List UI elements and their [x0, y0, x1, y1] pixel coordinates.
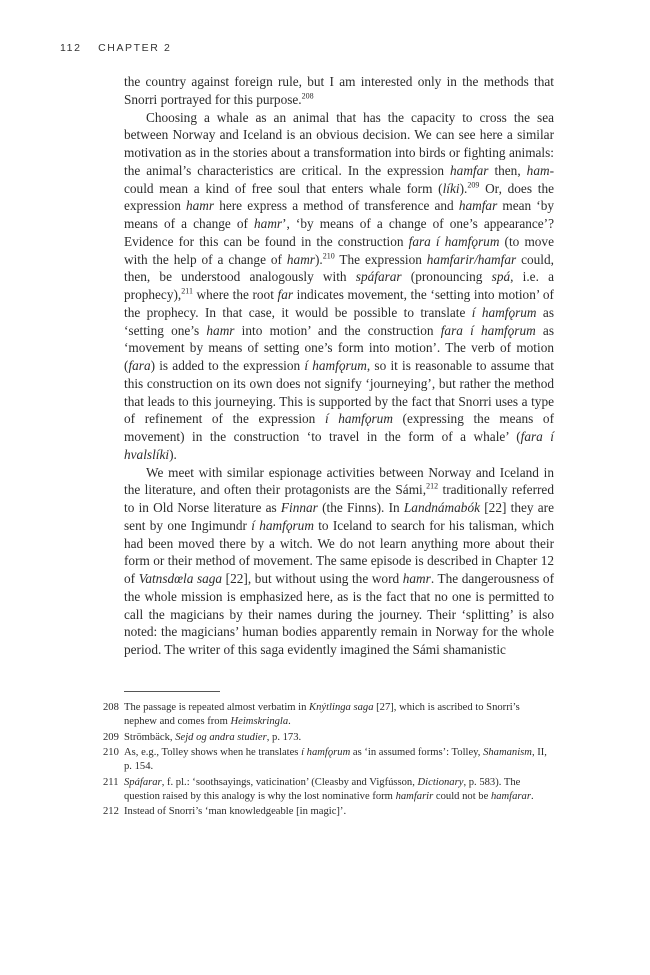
footnote-text	[124, 746, 554, 774]
text-run: Strömbäck,	[124, 731, 176, 743]
italic-term: hamr	[186, 198, 215, 214]
text-run: indicates movement, the ‘setting into motion’ of the prophecy. In that case, it would be possible to translate	[124, 287, 554, 320]
text-run: ) is added to the expression	[150, 358, 305, 373]
italic-term: hamfar	[458, 198, 498, 214]
text-run: the country against foreign rule, but I am interested only in the methods that Snorri portrayed for this purpose.	[124, 74, 554, 107]
footnote-ref: 208	[301, 91, 314, 101]
text-run: .	[530, 790, 534, 802]
page-number: 112	[60, 42, 82, 54]
paragraph	[124, 73, 554, 109]
text-run: into motion’ and the construction	[234, 322, 441, 338]
text-run: mean ‘by means of a change of	[124, 198, 555, 231]
chapter-title: CHAPTER 2	[98, 42, 172, 54]
italic-term: Landnámabók	[403, 500, 480, 515]
italic-term: fara	[128, 358, 151, 373]
footnote-ref: 210	[322, 251, 335, 261]
footnote	[103, 746, 554, 774]
footnote-ref: 211	[181, 286, 193, 296]
paragraph	[124, 464, 554, 659]
italic-term: Vatnsdœla saga	[138, 571, 223, 586]
italic-term: hamfarir	[395, 790, 434, 802]
paragraph	[124, 109, 554, 464]
italic-term: í hamfǫrum	[471, 304, 537, 320]
text-run: Instead of Snorri’s ‘man knowledgeable [in magic]’.	[124, 806, 347, 817]
text-run: ).	[169, 446, 177, 462]
text-run: to Iceland to search for his talisman, which had been moved there by a witch. We do not learn anything more about their form or their method of movement. The same episode is described in Chapter 12 of	[124, 517, 554, 586]
italic-term: hamfar	[450, 162, 489, 178]
italic-term: hamr	[254, 216, 283, 231]
italic-term: Heimskringla	[230, 716, 289, 727]
running-header	[60, 42, 171, 54]
text-run: [27], which is ascribed to Snorri’s nephew and comes from	[124, 702, 520, 727]
text-run: traditionally referred to in Old Norse literature as	[124, 482, 554, 515]
italic-term: fara í hvalslíki	[124, 429, 554, 462]
text-run: ).	[314, 251, 323, 267]
italic-term: Dictionary	[417, 776, 464, 788]
body-text	[124, 73, 554, 659]
footnote-ref: 209	[467, 180, 480, 190]
italic-term: spáfarar	[355, 269, 402, 285]
text-run: (to move with the help of a change of	[124, 233, 554, 267]
footnote	[103, 805, 554, 819]
italic-term: hamr	[402, 571, 431, 586]
text-run: , p. 583). The question raised by this analogy is why the lost nominative form	[124, 776, 521, 802]
footnote-number: 212	[103, 806, 119, 817]
text-run: .	[288, 716, 291, 727]
italic-term: fara í hamfǫrum	[408, 233, 500, 249]
italic-term: ham-	[526, 162, 554, 178]
text-run: [22] they are sent by one Ingimundr	[124, 500, 555, 533]
italic-term: spá	[491, 269, 511, 285]
text-run: as ‘movement by means of setting one’s form into motion’. The verb of motion (	[124, 322, 554, 373]
text-run: could, then, be understood analogously with	[124, 251, 554, 285]
footnote-ref: 212	[426, 481, 439, 491]
italic-term: far	[277, 287, 294, 302]
text-run: could not be	[433, 790, 491, 802]
text-run: could mean a kind of free soul that enters whale form (	[124, 180, 443, 196]
footnote	[103, 731, 554, 745]
italic-term: Spáfarar	[124, 776, 162, 788]
italic-term: hamfarir/hamfar	[426, 251, 517, 267]
text-run: As, e.g., Tolley shows when he translates	[124, 747, 302, 758]
text-run: . The dangerousness of the whole mission is emphasized here, as is the fact that no one is permitted to call the magicians by their names during the journey. Their ‘splitting’ is also noted: the magicians’ human bodies apparently remain in Norway for the whole period. The writer of this saga evidently imagined the Sámi shamanistic	[124, 571, 554, 657]
footnote-number: 208	[103, 702, 119, 713]
text-run: , so it is reasonable to assume that this construction on its own does not signify ‘journeying’, but rather the method that leads to this journeying. This is supported by the fact that Snorri uses a type of refinement of the expression	[124, 358, 555, 427]
italic-term: í hamfǫrum	[304, 358, 367, 373]
footnote-text	[124, 805, 554, 819]
text-run: as ‘setting one’s	[124, 304, 554, 338]
italic-term: Sejd og andra studier	[175, 731, 267, 743]
text-run: , p. 173.	[266, 731, 302, 743]
text-run: ).	[459, 180, 468, 196]
footnote-number: 209	[103, 731, 119, 743]
text-run: Or, does the expression	[124, 180, 554, 214]
text-run: We meet with similar espionage activities between Norway and Iceland in the literature, and often their protagonists are the Sámi,	[124, 464, 554, 498]
text-run: , II, p. 154.	[124, 747, 547, 772]
text-run: (expressing the means of movement) in the construction ‘to travel in the form of a whale’ (	[124, 411, 554, 444]
italic-term: hamr	[206, 322, 235, 338]
italic-term: Finnar	[280, 500, 318, 515]
italic-term: Shamanism	[483, 747, 532, 758]
text-run: , f. pl.: ‘soothsayings, vaticination’ (Cleasby and Vigfússon,	[161, 776, 418, 788]
text-run: then,	[488, 162, 527, 178]
italic-term: í hamfǫrum	[324, 411, 393, 427]
italic-term: hamr	[286, 251, 315, 267]
footnote-text	[124, 731, 554, 745]
text-run: as ‘in assumed forms’: Tolley,	[350, 747, 484, 758]
footnote	[103, 776, 554, 804]
italic-term: hamfarar	[490, 790, 531, 802]
footnote-text	[124, 776, 554, 804]
italic-term: í hamfǫrum	[301, 747, 351, 758]
text-run: [22], but without using the word	[222, 571, 403, 586]
text-run: (pronouncing	[401, 269, 492, 285]
text-run: here express a method of transference and	[214, 198, 459, 214]
footnote-text	[124, 701, 554, 729]
footnote	[103, 701, 554, 729]
footnote-number: 211	[103, 776, 119, 788]
text-run: The passage is repeated almost verbatim in	[124, 702, 310, 713]
italic-term: fara í hamfǫrum	[440, 322, 536, 338]
italic-term: líki	[442, 180, 460, 196]
text-run: , i.e. a prophecy),	[124, 269, 555, 302]
text-run: where the root	[192, 287, 278, 302]
text-run: Choosing a whale as an animal that has the capacity to cross the sea between Norway and Iceland is an obvious decision. We can see here a similar motivation as in the stories about a transformation into birds or fighting animals: the animal’s characteristics are critical. In the expression	[124, 109, 554, 178]
italic-term: í hamfǫrum	[251, 517, 314, 533]
text-run: The expression	[334, 251, 427, 267]
footnote-number: 210	[103, 747, 119, 758]
footnote-separator	[124, 691, 220, 692]
text-run: ’, ‘by means of a change of one’s appearance’? Evidence for this can be found in the construction	[124, 216, 554, 249]
text-run: (the Finns). In	[317, 500, 404, 515]
footnotes	[103, 701, 554, 821]
italic-term: Knýtlinga saga	[309, 702, 374, 713]
